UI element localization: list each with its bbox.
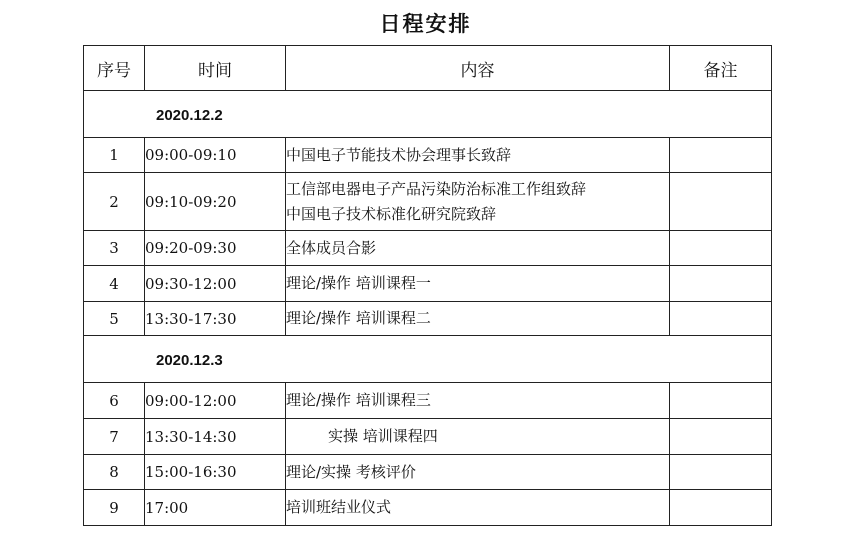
row-content	[286, 490, 670, 526]
content-line: 工信部电器电子产品污染防治标准工作组致辞	[286, 179, 587, 198]
row-number: 6	[84, 383, 145, 419]
row-remarks	[670, 138, 772, 173]
row-time: 09:00-12:00	[145, 383, 286, 419]
table-row	[84, 490, 772, 526]
row-number: 4	[84, 266, 145, 302]
table-row	[84, 231, 772, 266]
row-content	[286, 231, 670, 266]
content-line: 实操 培训课程四	[328, 427, 438, 445]
content-line: 理论/操作 培训课程一	[286, 274, 431, 292]
row-number: 9	[84, 490, 145, 526]
date-row	[84, 91, 772, 138]
row-number: 1	[84, 138, 145, 173]
row-time: 13:30-14:30	[145, 419, 286, 455]
row-content	[286, 138, 670, 173]
row-content	[286, 173, 670, 231]
row-content	[286, 266, 670, 302]
content-line: 中国电子节能技术协会理事长致辞	[286, 145, 512, 164]
date-label: 2020.12.2	[156, 106, 223, 124]
content-line: 全体成员合影	[286, 238, 377, 257]
row-content	[286, 455, 670, 490]
row-time: 09:30-12:00	[145, 266, 286, 302]
row-number: 3	[84, 231, 145, 266]
row-time: 17:00	[145, 490, 286, 526]
row-content	[286, 383, 670, 419]
row-number: 2	[84, 173, 145, 231]
table-header-row	[84, 46, 772, 91]
row-time: 09:10-09:20	[145, 173, 286, 231]
row-remarks	[670, 231, 772, 266]
row-number: 7	[84, 419, 145, 455]
row-remarks	[670, 383, 772, 419]
row-time: 09:00-09:10	[145, 138, 286, 173]
header-content: 内容	[286, 46, 670, 91]
content-line: 培训班结业仪式	[286, 498, 392, 516]
row-time: 09:20-09:30	[145, 231, 286, 266]
content-line: 理论/操作 培训课程二	[286, 309, 431, 327]
schedule-table	[83, 45, 772, 526]
content-line: 理论/实操 考核评价	[286, 462, 416, 481]
row-content	[286, 302, 670, 336]
row-time: 13:30-17:30	[145, 302, 286, 336]
row-remarks	[670, 455, 772, 490]
row-number: 8	[84, 455, 145, 490]
row-remarks	[670, 266, 772, 302]
header-remarks: 备注	[670, 46, 772, 91]
header-time: 时间	[145, 46, 286, 91]
row-time: 15:00-16:30	[145, 455, 286, 490]
date-row	[84, 336, 772, 383]
row-remarks	[670, 173, 772, 231]
table-row	[84, 173, 772, 231]
content-line: 理论/操作 培训课程三	[286, 391, 431, 409]
table-row	[84, 138, 772, 173]
row-number: 5	[84, 302, 145, 336]
row-remarks	[670, 302, 772, 336]
page-title: 日程安排	[379, 12, 472, 36]
row-remarks	[670, 419, 772, 455]
content-line: 中国电子技术标准化研究院致辞	[286, 204, 497, 223]
table-row	[84, 266, 772, 302]
date-label: 2020.12.3	[156, 351, 223, 369]
table-row	[84, 302, 772, 336]
table-row	[84, 383, 772, 419]
table-row	[84, 455, 772, 490]
header-no: 序号	[84, 46, 145, 91]
row-content	[286, 419, 670, 455]
row-remarks	[670, 490, 772, 526]
table-row	[84, 419, 772, 455]
